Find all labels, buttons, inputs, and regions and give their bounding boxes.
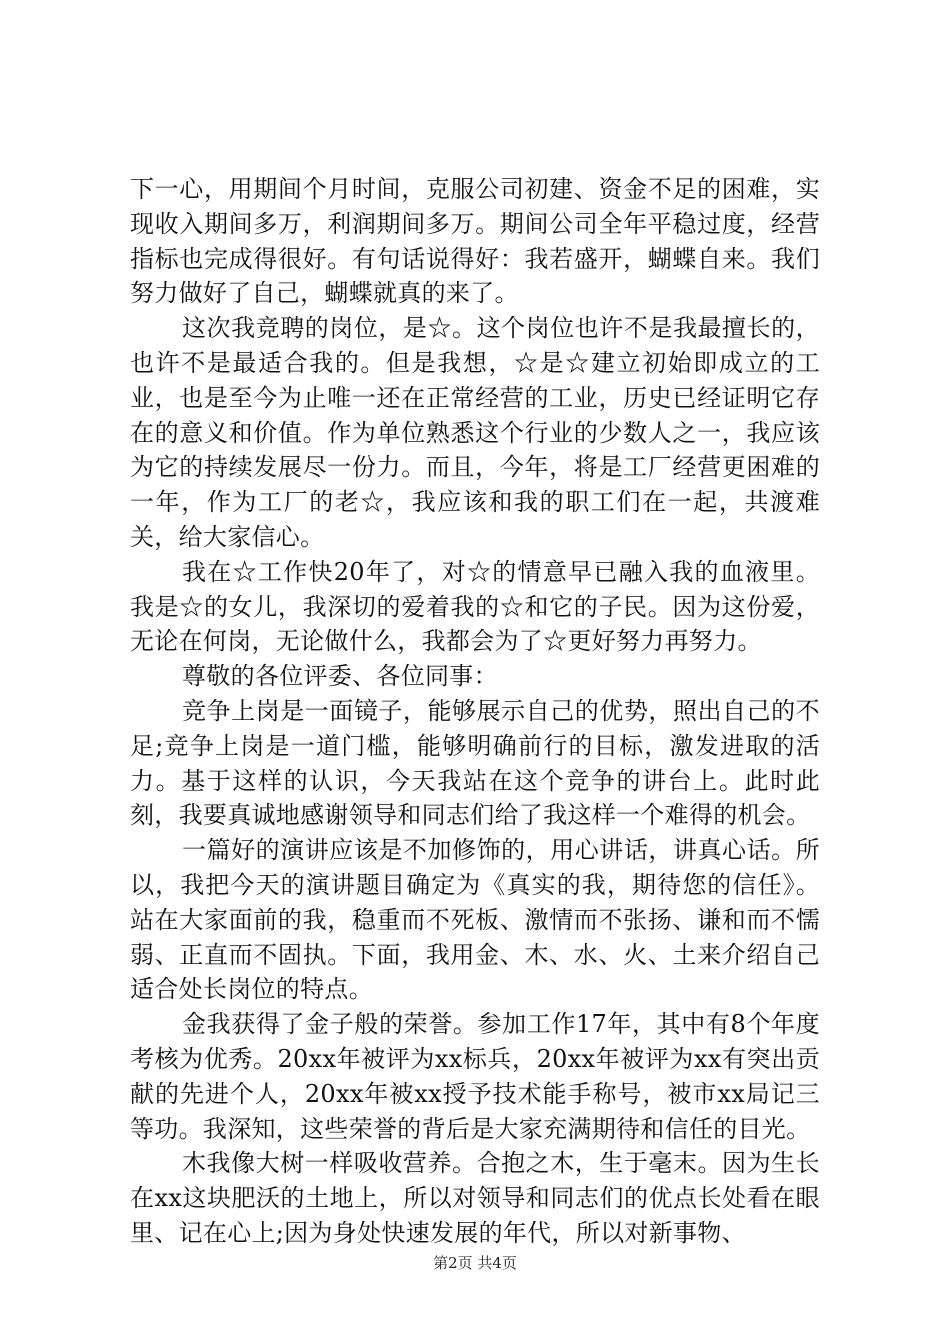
- paragraph-3: 我在☆工作快20年了，对☆的情意早已融入我的血液里。我是☆的女儿，我深切的爱着我的☆和它的子民。因为这份爱，无论在何岗，无论做什么，我都会为了☆更好努力再努力。: [130, 557, 820, 656]
- page-footer: 第2页 共4页: [433, 1254, 517, 1272]
- paragraph-1: 下一心，用期间个月时间，克服公司初建、资金不足的困难，实现收入期间多万，利润期间多万。期间公司全年平稳过度，经营指标也完成得很好。有句话说得好：我若盛开，蝴蝶自来。我们努力做好了自己，蝴蝶就真的来了。: [130, 175, 820, 308]
- paragraph-6: 一篇好的演讲应该是不加修饰的，用心讲话，讲真心话。所以，我把今天的演讲题目确定为《真实的我，期待您的信任》。站在大家面前的我，稳重而不死板、激情而不张扬、谦和而不懦弱、正直而不固执。下面，我用金、木、水、火、土来介绍自己适合处长岗位的特点。: [130, 836, 820, 1004]
- paragraph-7: 金我获得了金子般的荣誉。参加工作17年，其中有8个年度考核为优秀。20xx年被评为xx标兵，20xx年被评为xx有突出贡献的先进个人，20xx年被xx授予技术能手称号，被市xx局记三等功。我深知，这些荣誉的背后是大家充满期待和信任的目光。: [130, 1010, 820, 1143]
- paragraph-2: 这次我竞聘的岗位，是☆。这个岗位也许不是我最擅长的，也许不是最适合我的。但是我想，☆是☆建立初始即成立的工业，也是至今为止唯一还在正常经营的工业，历史已经证明它存在的意义和价值。作为单位熟悉这个行业的少数人之一，我应该为它的持续发展尽一份力。而且，今年，将是工厂经营更困难的一年，作为工厂的老☆，我应该和我的职工们在一起，共渡难关，给大家信心。: [130, 314, 820, 551]
- document-body: [130, 172, 820, 1251]
- paragraph-5: 竞争上岗是一面镜子，能够展示自己的优势，照出自己的不足;竞争上岗是一道门槛，能够明确前行的目标，激发进取的活力。基于这样的认识，今天我站在这个竞争的讲台上。此时此刻，我要真诚地感谢领导和同志们给了我这样一个难得的机会。: [130, 696, 820, 830]
- paragraph-8: 木我像大树一样吸收营养。合抱之木，生于毫末。因为生长在xx这块肥沃的土地上，所以对领导和同志们的优点长处看在眼里、记在心上;因为身处快速发展的年代，所以对新事物、: [130, 1149, 820, 1247]
- paragraph-salutation: 尊敬的各位评委、各位同事：: [182, 662, 498, 691]
